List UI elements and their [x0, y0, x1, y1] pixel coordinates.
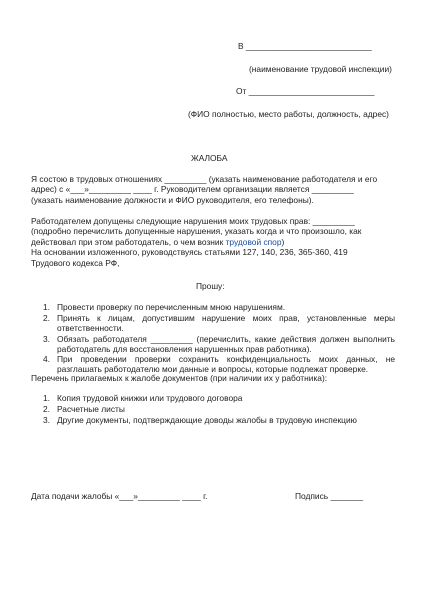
list-item-text: Расчетные листы [57, 404, 125, 414]
intro-paragraph [31, 174, 397, 205]
violations-line: (подробно перечислить допущенные нарушения, указать когда и что произошло, как [31, 226, 362, 237]
recipient-line [238, 41, 372, 51]
list-item-number: 4. [43, 354, 50, 364]
legal-basis-line: Трудового кодекса РФ, [31, 257, 120, 268]
sender-caption: (ФИО полностью, место работы, должность, адрес) [188, 109, 389, 119]
sender-blank: ___________________________ [248, 86, 375, 96]
list-item-text: Другие документы, подтверждающие доводы жалобы в трудовую инспекцию [57, 415, 357, 425]
list-item-text: При проведении проверки сохранить конфиденциальность моих данных, не разглашать работодателю мои данные и вопросы, которые подлежат проверке. [57, 354, 395, 375]
list-item-number: 2. [43, 313, 50, 323]
list-item-text: Принять к лицам, допустившим нарушение моих прав, установленные меры ответственности. [57, 313, 395, 334]
list-item-text: Копия трудовой книжки или трудового договора [57, 393, 243, 403]
violations-line: Работодателем допущены следующие нарушения моих трудовых прав: _________ [31, 216, 355, 226]
labor-dispute-link[interactable]: трудовой спор [225, 236, 282, 247]
list-item-number: 1. [43, 302, 50, 312]
violations-line [31, 237, 397, 247]
submission-date: Дата подачи жалобы «___»_________ ____ г. [31, 491, 208, 501]
intro-line: адрес) с «___»_________ ____ г. Руководителем организации является _________ [31, 184, 354, 195]
attachments-list [43, 393, 395, 433]
list-item-number: 2. [43, 404, 50, 414]
intro-line: Я состою в трудовых отношениях _________ (указать наименование работодателя и его [31, 174, 378, 184]
violations-text: ) [281, 236, 285, 247]
intro-line: (указать наименование должности и ФИО руководителя, его телефоны). [31, 194, 314, 205]
recipient-prefix: В [238, 41, 244, 51]
list-item-number: 1. [43, 393, 50, 403]
list-item-number: 3. [43, 334, 50, 344]
legal-basis-line: На основании изложенного, руководствуясь статьями 127, 140, 236, 365-360, 419 [31, 247, 348, 258]
attachments-heading: Перечень прилагаемых к жалобе документов (при наличии их у работника): [31, 373, 328, 383]
sender-line [236, 86, 374, 96]
request-heading: Прошу: [196, 281, 225, 291]
sender-prefix: От [236, 86, 247, 96]
list-item-text: Обязать работодателя _________ (перечислить, какие действия должен выполнить работодатель для восстановления нарушенных прав работника). [57, 334, 395, 355]
violations-paragraph [31, 216, 397, 268]
recipient-caption: (наименование трудовой инспекции) [249, 64, 392, 74]
signature-field: Подпись _______ [295, 491, 364, 501]
recipient-blank: ___________________________ [245, 41, 372, 51]
list-item-text: Провести проверку по перечисленным мною нарушениям. [57, 302, 286, 312]
document-title: ЖАЛОБА [191, 153, 228, 163]
violations-text: действовал при этом работодатель, о чем возник [31, 236, 226, 247]
list-item-number: 3. [43, 415, 50, 425]
